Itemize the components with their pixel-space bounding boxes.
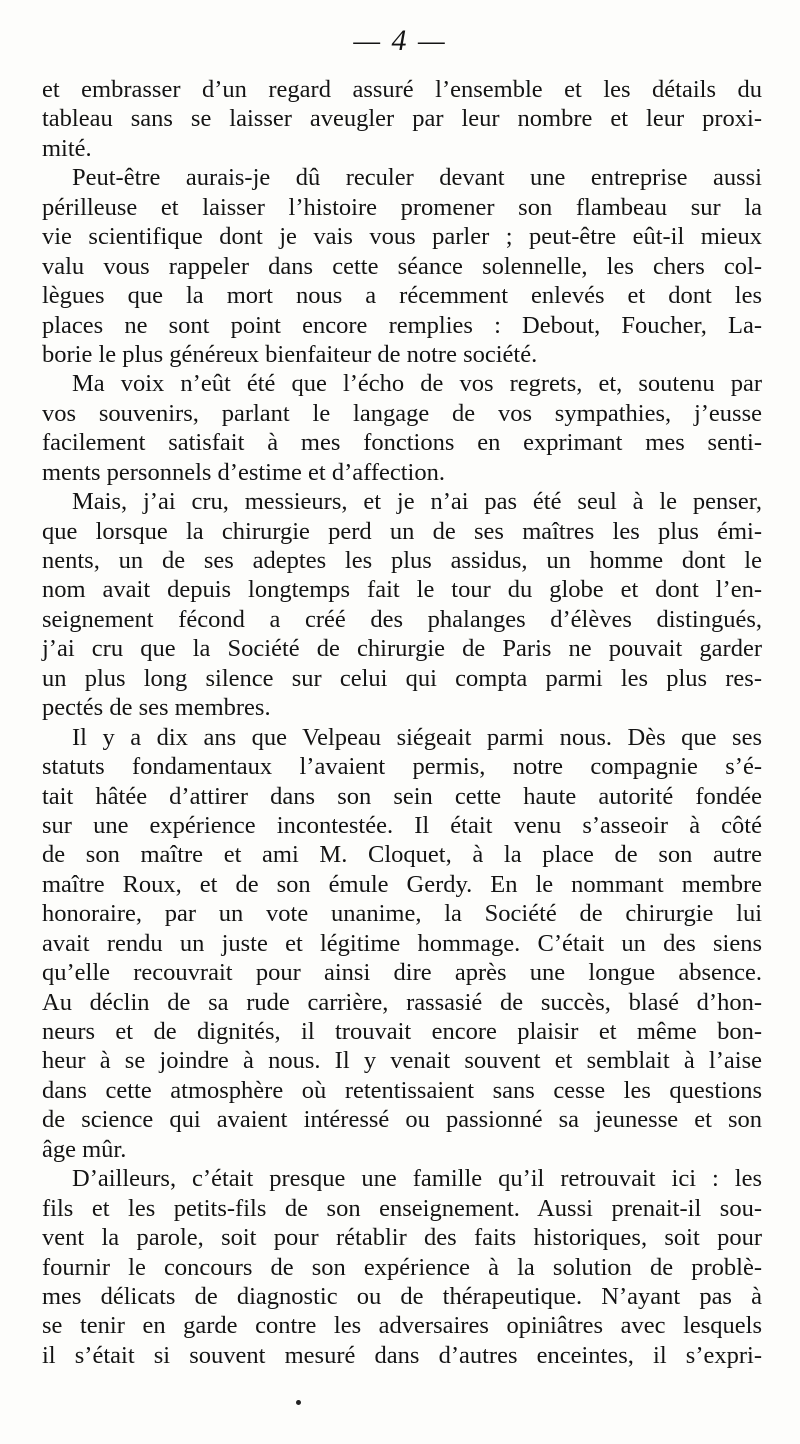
text-line: seignement fécond a créé des phalanges d’élèves distingués, <box>42 605 762 633</box>
text-line: j’ai cru que la Société de chirurgie de Paris ne pouvait garder <box>42 635 762 663</box>
paragraph-first-line: Il y a dix ans que Velpeau siégeait parmi nous. Dès que ses <box>72 723 762 751</box>
text-line: avait rendu un juste et légitime hommage. C’était un des siens <box>42 929 762 957</box>
paragraph-first-line: Mais, j’ai cru, messieurs, et je n’ai pas été seul à le penser, <box>72 488 762 516</box>
text-line: vent la parole, soit pour rétablir des faits historiques, soit pour <box>42 1224 762 1252</box>
text-line: places ne sont point encore remplies : Debout, Foucher, La- <box>42 311 762 339</box>
text-line: vos souvenirs, parlant le langage de vos sympathies, j’eusse <box>42 399 762 427</box>
text-line: facilement satisfait à mes fonctions en exprimant mes senti- <box>42 429 762 457</box>
text-line: Au déclin de sa rude carrière, rassasié de succès, blasé d’hon- <box>42 988 762 1016</box>
text-line: périlleuse et laisser l’histoire promener son flambeau sur la <box>42 193 762 221</box>
text-line: fils et les petits-fils de son enseignement. Aussi prenait-il sou- <box>42 1194 762 1222</box>
text-line: dans cette atmosphère où retentissaient sans cesse les questions <box>42 1076 762 1104</box>
text-line: honoraire, par un vote unanime, la Société de chirurgie lui <box>42 900 762 928</box>
text-line: borie le plus généreux bienfaiteur de notre société. <box>42 340 538 368</box>
text-line: il s’était si souvent mesuré dans d’autres enceintes, il s’expri- <box>42 1341 762 1369</box>
body-text <box>42 75 762 1370</box>
text-line: qu’elle recouvrait pour ainsi dire après une longue absence. <box>42 959 762 987</box>
text-line: nom avait depuis longtemps fait le tour du globe et dont l’en- <box>42 576 762 604</box>
paragraph-first-line: Peut-être aurais-je dû reculer devant une entreprise aussi <box>72 164 762 192</box>
text-line: de science qui avaient intéressé ou passionné sa jeunesse et son <box>42 1106 762 1134</box>
paragraph-first-line: D’ailleurs, c’était presque une famille qu’il retrouvait ici : les <box>72 1165 762 1193</box>
text-line: pectés de ses membres. <box>42 694 271 722</box>
text-line: neurs et de dignités, il trouvait encore plaisir et même bon- <box>42 1018 762 1045</box>
page-number: — 4 — <box>353 24 447 57</box>
ink-speck <box>296 1400 301 1405</box>
text-line: statuts fondamentaux l’avaient permis, notre compagnie s’é- <box>42 753 762 781</box>
text-line: que lorsque la chirurgie perd un de ses maîtres les plus émi- <box>42 517 762 545</box>
text-line: maître Roux, et de son émule Gerdy. En le nommant membre <box>42 870 762 898</box>
text-line: de son maître et ami M. Cloquet, à la place de son autre <box>42 841 762 869</box>
text-line: et embrasser d’un regard assuré l’ensemble et les détails du <box>42 76 762 103</box>
text-line: âge mûr. <box>42 1135 127 1163</box>
text-line: tait hâtée d’attirer dans son sein cette haute autorité fondée <box>42 782 762 810</box>
text-line: mes délicats de diagnostic ou de thérapeutique. N’ayant pas à <box>42 1282 762 1310</box>
text-line: nents, un de ses adeptes les plus assidus, un homme dont le <box>42 547 762 574</box>
text-line: fournir le concours de son expérience à la solution de problè- <box>42 1253 762 1281</box>
text-line: mité. <box>42 134 92 162</box>
text-line: valu vous rappeler dans cette séance solennelle, les chers col- <box>42 252 762 280</box>
text-line: se tenir en garde contre les adversaires opiniâtres avec lesquels <box>42 1312 762 1340</box>
text-line: tableau sans se laisser aveugler par leur nombre et leur proxi- <box>42 105 762 133</box>
text-line: heur à se joindre à nous. Il y venait souvent et semblait à l’aise <box>42 1047 762 1075</box>
text-line: ments personnels d’estime et d’affection. <box>42 458 445 486</box>
text-line: un plus long silence sur celui qui compta parmi les plus res- <box>42 664 762 692</box>
text-line: lègues que la mort nous a récemment enlevés et dont les <box>42 282 762 310</box>
text-line: sur une expérience incontestée. Il était venu s’asseoir à côté <box>42 811 762 839</box>
paragraph-first-line: Ma voix n’eût été que l’écho de vos regrets, et, soutenu par <box>72 370 762 398</box>
text-line: vie scientifique dont je vais vous parler ; peut-être eût-il mieux <box>42 223 762 251</box>
